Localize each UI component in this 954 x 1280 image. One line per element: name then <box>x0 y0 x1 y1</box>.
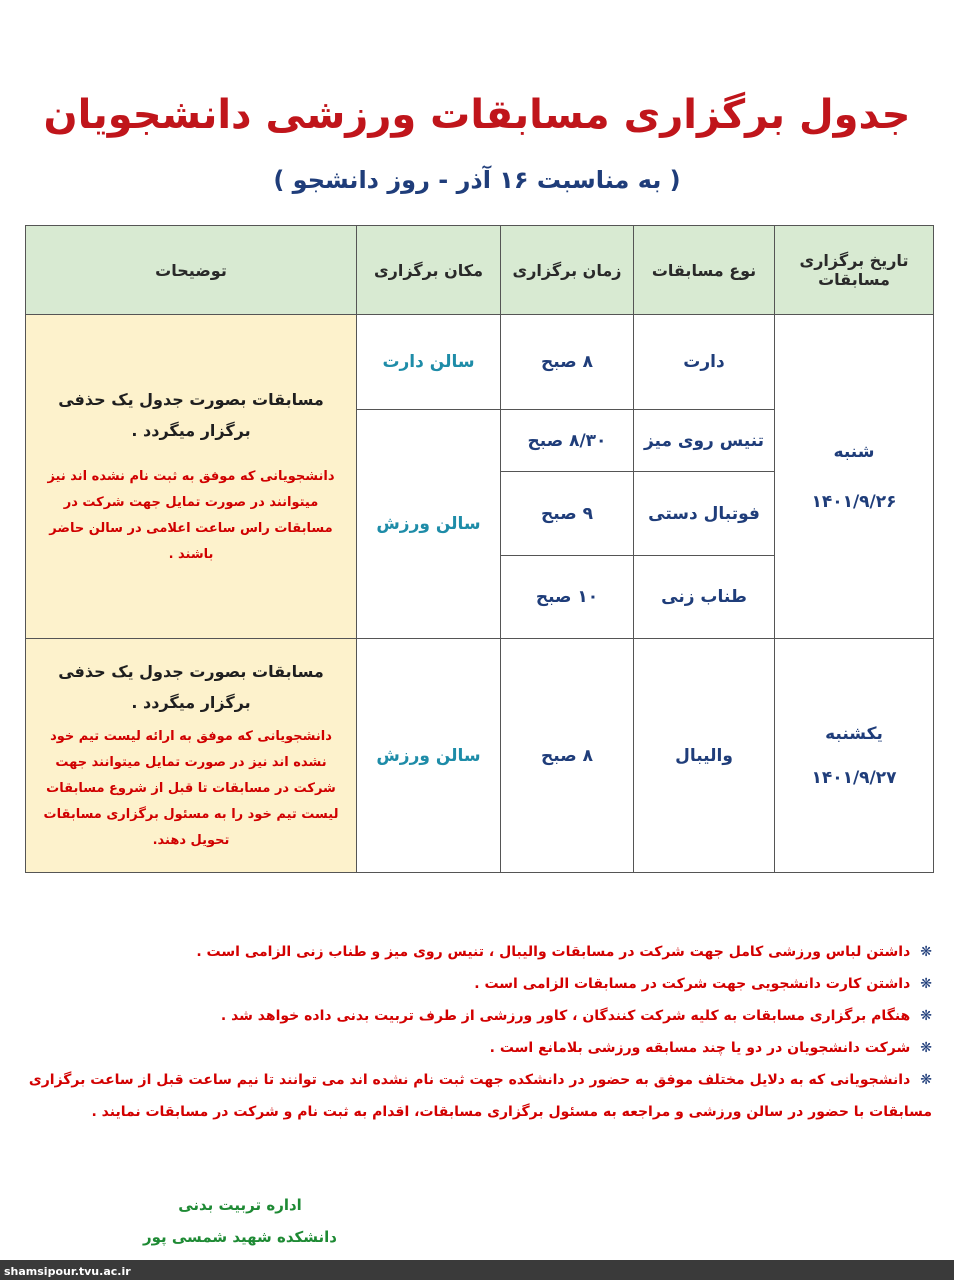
header-notes: توضیحات <box>26 226 357 315</box>
notes-cell-sunday <box>26 639 357 873</box>
signature-department: اداره تربیت بدنی <box>178 1196 302 1214</box>
note-red: دانشجویانی که موفق به ثبت نام نشده اند نیز میتوانند در صورت تمایل جهت شرکت در مسابقات راس ساعت اعلامی در سالن حاضر باشند . <box>47 468 335 562</box>
header-type: نوع مسابقات <box>634 226 775 315</box>
time-cell: ۹ صبح <box>501 472 634 556</box>
note-red: دانشجویانی که موفق به ارائه لیست تیم خود نشده اند نیز در صورت تمایل میتوانند جهت شرکت در مسابقات تا قبل از شروع مسابقات لیست تیم خود را به مسئول برگزاری مسابقات تحویل دهند. <box>43 728 339 848</box>
asterisk-icon: ❋ <box>920 1072 932 1088</box>
list-item <box>20 1032 932 1064</box>
header-time: زمان برگزاری <box>501 226 634 315</box>
footer-url: shamsipour.tvu.ac.ir <box>4 1265 131 1278</box>
rule-text: شرکت دانشجویان در دو یا چند مسابقه ورزشی بلامانع است . <box>489 1040 911 1056</box>
type-cell: دارت <box>634 315 775 410</box>
date-cell-saturday <box>775 315 934 639</box>
table-header-row <box>26 226 934 315</box>
list-item <box>20 1000 932 1032</box>
rule-text: دانشجویانی که به دلایل مختلف موفق به حضور در دانشکده جهت ثبت نام نشده اند می توانند تا نیم ساعت قبل از ساعت برگزاری مسابقات با حضور در سالن ورزشی و مراجعه به مسئول برگزاری مسابقات، اقدام به ثبت نام و شرکت در مسابقات نمایند . <box>28 1072 932 1120</box>
day-name: شنبه <box>833 441 875 462</box>
header-date: تاریخ برگزاری مسابقات <box>775 226 934 315</box>
type-cell: طناب زنی <box>634 556 775 639</box>
type-cell: تنیس روی میز <box>634 410 775 472</box>
note-main: مسابقات بصورت جدول یک حذفی برگزار میگردد . <box>58 390 324 440</box>
time-cell: ۱۰ صبح <box>501 556 634 639</box>
table-row <box>26 639 934 873</box>
asterisk-icon: ❋ <box>920 1008 932 1024</box>
asterisk-icon: ❋ <box>920 944 932 960</box>
note-main: مسابقات بصورت جدول یک حذفی برگزار میگردد . <box>58 662 324 712</box>
day-name: یکشنبه <box>825 723 883 744</box>
list-item <box>20 936 932 968</box>
asterisk-icon: ❋ <box>920 976 932 992</box>
type-cell: فوتبال دستی <box>634 472 775 556</box>
notes-cell-saturday <box>26 315 357 639</box>
date-value: ۱۴۰۱/۹/۲۶ <box>811 491 897 512</box>
date-cell-sunday <box>775 639 934 873</box>
rule-text: هنگام برگزاری مسابقات به کلیه شرکت کنندگان ، کاور ورزشی از طرف تربیت بدنی داده خواهد شد . <box>220 1008 911 1024</box>
time-cell: ۸ صبح <box>501 639 634 873</box>
time-cell: ۸/۳۰ صبح <box>501 410 634 472</box>
table-row <box>26 315 934 410</box>
list-item <box>20 968 932 1000</box>
place-cell: سالن ورزش <box>357 639 501 873</box>
page-title: جدول برگزاری مسابقات ورزشی دانشجویان <box>43 92 911 138</box>
place-cell: سالن ورزش <box>357 410 501 639</box>
place-cell: سالن دارت <box>357 315 501 410</box>
rules-list <box>20 936 932 1128</box>
asterisk-icon: ❋ <box>920 1040 932 1056</box>
time-cell: ۸ صبح <box>501 315 634 410</box>
signature-college: دانشکده شهید شمسی پور <box>142 1228 337 1246</box>
rule-text: داشتن لباس ورزشی کامل جهت شرکت در مسابقات والیبال ، تنیس روی میز و طناب زنی الزامی است . <box>196 944 911 960</box>
list-item <box>20 1064 932 1128</box>
schedule-table <box>25 225 934 873</box>
header-place: مکان برگزاری <box>357 226 501 315</box>
footer-bar <box>0 1260 954 1280</box>
page-subtitle: ( به مناسبت ۱۶ آذر - روز دانشجو ) <box>273 166 681 194</box>
date-value: ۱۴۰۱/۹/۲۷ <box>811 767 897 788</box>
rule-text: داشتن کارت دانشجویی جهت شرکت در مسابقات الزامی است . <box>474 976 911 992</box>
type-cell: والیبال <box>634 639 775 873</box>
